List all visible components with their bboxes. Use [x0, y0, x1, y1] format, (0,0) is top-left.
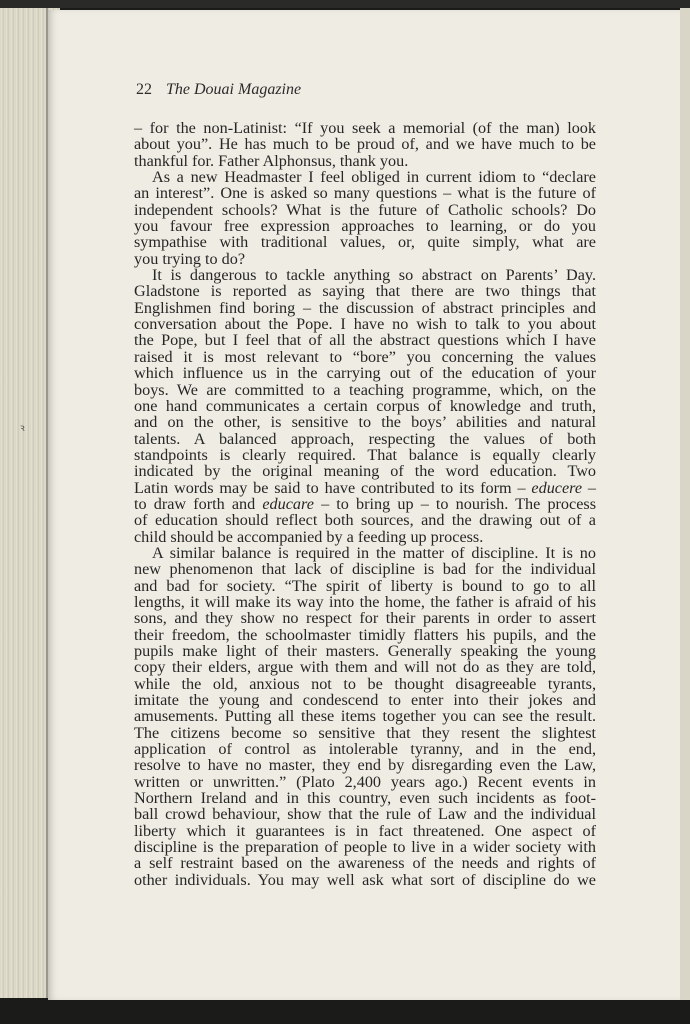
text-run: and on the other, is sensitive to the boys’ abilities and natural [134, 413, 596, 432]
text-run: the Pope, but I feel that of all the abstract questions which I have [134, 331, 596, 350]
text-run: other individuals. You may well ask what sort of discipline do we [134, 870, 596, 889]
text-run: Englishmen find boring – the discussion of abstract principles and [134, 298, 596, 317]
text-line [134, 610, 596, 626]
text-run: resolve to have no master, they end by disregarding even the Law, [134, 756, 596, 775]
text-line [134, 676, 596, 692]
text-run: written or unwritten.” (Plato 2,400 years ago.) Recent events in [134, 772, 596, 791]
running-header [136, 81, 301, 99]
text-run: sons, and they show no respect for their parents in order to assert [134, 609, 596, 628]
text-run: The citizens become so sensitive that they resent the slightest [134, 723, 596, 742]
text-line [134, 872, 596, 888]
text-run: one hand communicates a certain corpus of knowledge and truth, [134, 396, 596, 415]
text-line [134, 300, 596, 316]
text-run: discipline is the preparation of people to live in a wider society with [134, 838, 596, 857]
text-line [134, 316, 596, 332]
text-run: ball crowd behaviour, show that the rule of Law and the individual [134, 805, 596, 824]
text-line [134, 708, 596, 724]
margin-mark [20, 420, 30, 426]
scan-top-border [0, 0, 690, 8]
text-run: indicated by the original meaning of the word education. Two [134, 462, 596, 481]
book-right-edge [680, 8, 690, 1004]
text-run: which influence us in the carrying out of the education of your [134, 364, 596, 383]
text-run: an interest”. One is asked so many questions – what is the future of [134, 184, 596, 203]
text-run: independent schools? What is the future of Catholic schools? Do [134, 200, 596, 219]
text-run: Gladstone is reported as saying that there are two things that [134, 282, 596, 301]
text-line [134, 692, 596, 708]
text-line [134, 382, 596, 398]
text-run: about you”. He has much to be proud of, and we have much to be [134, 135, 596, 154]
text-line [134, 463, 596, 479]
text-line [134, 594, 596, 610]
text-run: conversation about the Pope. I have no wish to talk to you about [134, 315, 596, 334]
text-line [134, 251, 596, 267]
text-run: and bad for society. “The spirit of liberty is bound to go to all [134, 576, 596, 595]
text-line [134, 741, 596, 757]
text-line [134, 774, 596, 790]
text-line [134, 414, 596, 430]
text-run: – for the non-Latinist: “If you seek a memorial (of the man) look [134, 119, 596, 137]
text-line [134, 855, 596, 871]
text-run: – [582, 478, 596, 497]
page-number: 22 [136, 81, 152, 98]
text-line [134, 202, 596, 218]
text-run: As a new Headmaster I feel obliged in current idiom to “declare [152, 168, 596, 187]
text-line [134, 136, 596, 152]
text-line [134, 725, 596, 741]
text-run: boys. We are committed to a teaching programme, which, on the [134, 380, 596, 399]
text-line [134, 659, 596, 675]
text-run: a self restraint based on the awareness of the needs and rights of [134, 854, 596, 873]
text-run: imitate the young and condescend to enter into their jokes and [134, 691, 596, 710]
text-line [134, 398, 596, 414]
text-line [134, 578, 596, 594]
text-run: child should be accompanied by a feeding up process. [134, 527, 484, 546]
text-run: of education should reflect both sources, and the drawing out of a [134, 511, 596, 530]
publication-title: The Douai Magazine [166, 81, 302, 98]
scan-bottom-border [0, 1000, 690, 1024]
text-run: lengths, it will make its way into the home, the father is afraid of his [134, 592, 596, 611]
text-run: standpoints is clearly required. That balance is equally clearly [134, 445, 596, 464]
text-line [134, 627, 596, 643]
text-line [134, 365, 596, 381]
text-line [134, 332, 596, 348]
italic-latin-word: educere [531, 478, 583, 497]
text-line [134, 643, 596, 659]
text-line [134, 447, 596, 463]
text-run: A similar balance is required in the matter of discipline. It is no [152, 543, 596, 562]
text-run: their freedom, the schoolmaster timidly flatters his pupils, and the [134, 625, 596, 644]
text-run: application of control as intolerable tyranny, and in the end, [134, 740, 596, 759]
text-run: while the old, anxious not to be thought disagreeable tyrants, [134, 674, 596, 693]
text-line [134, 218, 596, 234]
text-run: Latin words may be said to have contributed to its form – [134, 478, 532, 497]
text-line [134, 431, 596, 447]
body-text [134, 120, 596, 888]
text-line [134, 169, 596, 185]
text-line [134, 349, 596, 365]
text-run: – to bring up – to nourish. The process [313, 494, 596, 513]
text-run: you favour free expression approaches to learning, or do you [134, 217, 596, 236]
text-line [134, 496, 596, 512]
text-line [134, 283, 596, 299]
text-run: you trying to do? [134, 249, 246, 268]
text-run: thankful for. Father Alphonsus, thank you. [134, 151, 409, 170]
text-run: pupils make light of their masters. Generally speaking the young [134, 642, 596, 660]
italic-latin-word: educare [262, 494, 314, 513]
text-run: Northern Ireland and in this country, even such incidents as foot- [134, 789, 596, 808]
text-run: new phenomenon that lack of discipline is bad for the individual [134, 560, 596, 579]
text-line [134, 480, 596, 496]
text-line [134, 120, 596, 136]
text-line [134, 512, 596, 528]
text-run: raised it is most relevant to “bore” you concerning the values [134, 347, 596, 366]
text-line [134, 823, 596, 839]
text-run: to draw forth and [134, 494, 263, 513]
text-line [134, 806, 596, 822]
text-line [134, 267, 596, 283]
text-line [134, 153, 596, 169]
text-line [134, 529, 596, 545]
text-line [134, 757, 596, 773]
text-run: sympathise with traditional values, or, quite simply, what are [134, 233, 596, 252]
text-run: talents. A balanced approach, respecting the values of both [134, 429, 596, 448]
text-run: amusements. Putting all these items together you can see the result. [134, 707, 596, 726]
text-line [134, 185, 596, 201]
text-run: It is dangerous to tackle anything so abstract on Parents’ Day. [152, 266, 596, 285]
text-run: copy their elders, argue with them and will not do as they are told, [134, 658, 596, 677]
text-run: liberty which it guarantees is in fact threatened. One aspect of [134, 821, 596, 840]
text-line [134, 561, 596, 577]
text-line [134, 545, 596, 561]
text-line [134, 234, 596, 250]
text-line [134, 790, 596, 806]
text-line [134, 839, 596, 855]
